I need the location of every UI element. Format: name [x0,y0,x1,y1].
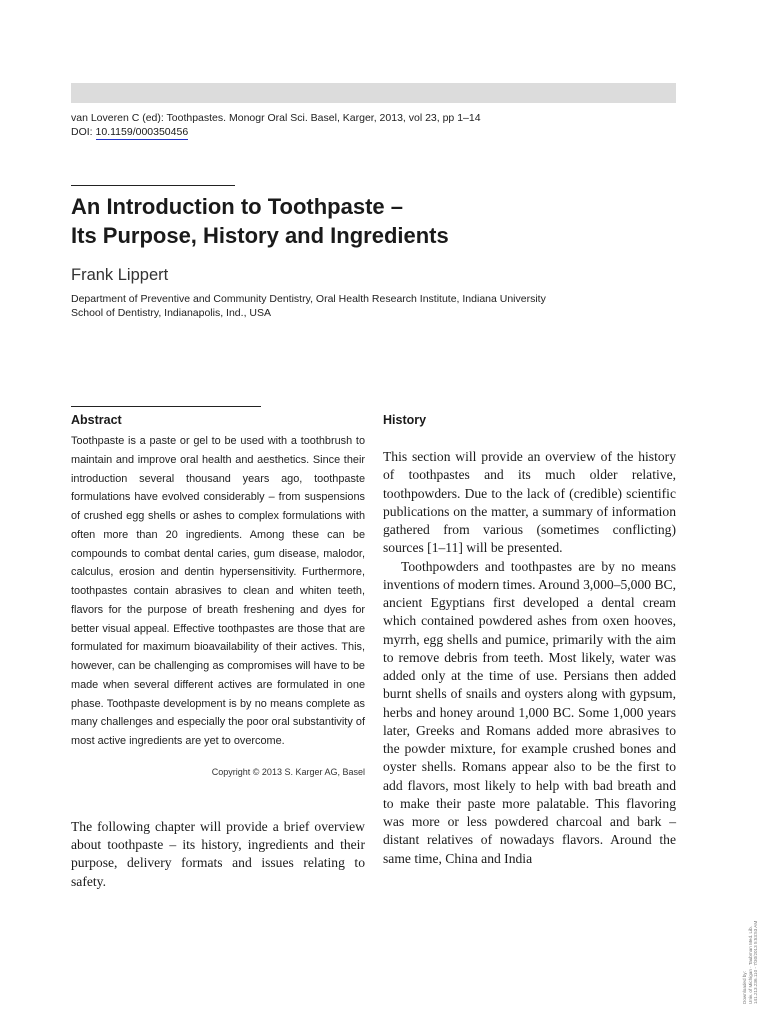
affiliation-line-1: Department of Preventive and Community Dentistry, Oral Health Research Institute, Indiana University [71,293,546,305]
citation-text: van Loveren C (ed): Toothpastes. Monogr Oral Sci. Basel, Karger, 2013, vol 23, pp 1–14 [71,112,481,124]
download-stamp-line-2: Univ. of Michigan · Taubman Med. Lib. [747,926,753,1004]
abstract-rule [71,406,261,407]
title-line-2: Its Purpose, History and Ingredients [71,223,449,248]
header-bar [71,83,676,103]
doi-label: DOI: [71,126,96,138]
download-stamp-line-1: Downloaded by: [742,971,747,1004]
history-paragraph-2: Toothpowders and toothpastes are by no means inventions of modern times. Around 3,000–5,000 BC, ancient Egyptians first developed a dental cream which contained powdered ashes from oxen hooves, myrrh, egg shells and pumice, primarily with the aim to remove debris from teeth. Most likely, water was added only at the time of use. Persians then added burnt shells of snails and oysters along with gypsum, herbs and honey around 1,000 BC. Some 1,000 years later, Greeks and Romans added more abrasives to the powder mixture, for example crushed bones and oyster shells. Romans appear also to be the first to add flavors, most likely to help with bad breath and to make their paste more palatable. This flavoring was more or less powdered charcoal and bark – distant relatives of nowadays flavors. Around the same time, China and India [383,558,677,866]
abstract-heading: Abstract [71,413,122,427]
doi-line [71,125,676,139]
download-stamp-line-3: 141.213.236.110 - 7/30/2013 5:53:53 AM [753,920,759,1004]
doi-link[interactable]: 10.1159/000350456 [95,126,189,138]
title-line-1: An Introduction to Toothpaste – [71,194,403,219]
history-paragraph-1: This section will provide an overview of the history of toothpastes and its much older relative, toothpowders. Due to the lack of (credible) scientific publications on the matter, a summary of information gathered from various (sometimes conflicting) sources [1–11] will be presented. [383,449,676,556]
title-rule [71,185,235,186]
abstract-text: Toothpaste is a paste or gel to be used with a toothbrush to maintain and improve oral health and aesthetics. Since their introduction several thousand years ago, toothpaste formulations have evolved considerably – from suspensions of crushed egg shells or ashes to complex formulations with often more than 20 ingredients. Among these can be compounds to combat dental caries, gum disease, malodor, calculus, erosion and dentin hypersensitivity. Furthermore, toothpastes contain abrasives to clean and whiten teeth, flavors for the purpose of breath freshening and dyes for better visual appeal. Effective toothpastes are those that are formulated for maximum bioavailability of their actives. This, however, can be challenging as compromises will have to be made when several different actives are formulated in one phase. Toothpaste development is by no means complete as many challenges and especially the poor oral substantivity of most active ingredients are yet to overcome. [71,435,365,747]
citation [71,111,676,139]
intro-paragraph: The following chapter will provide a brief overview about toothpaste – its history, ingredients and their purpose, delivery formats and issues relating to safety. [71,819,365,889]
download-stamp [742,874,759,1004]
paper-title [71,192,676,250]
copyright-notice: Copyright © 2013 S. Karger AG, Basel [211,767,365,777]
history-section [383,448,676,868]
affiliation [71,292,591,320]
history-heading: History [383,413,427,427]
affiliation-line-2: School of Dentistry, Indianapolis, Ind., USA [71,307,271,319]
author-name: Frank Lippert [71,266,169,284]
